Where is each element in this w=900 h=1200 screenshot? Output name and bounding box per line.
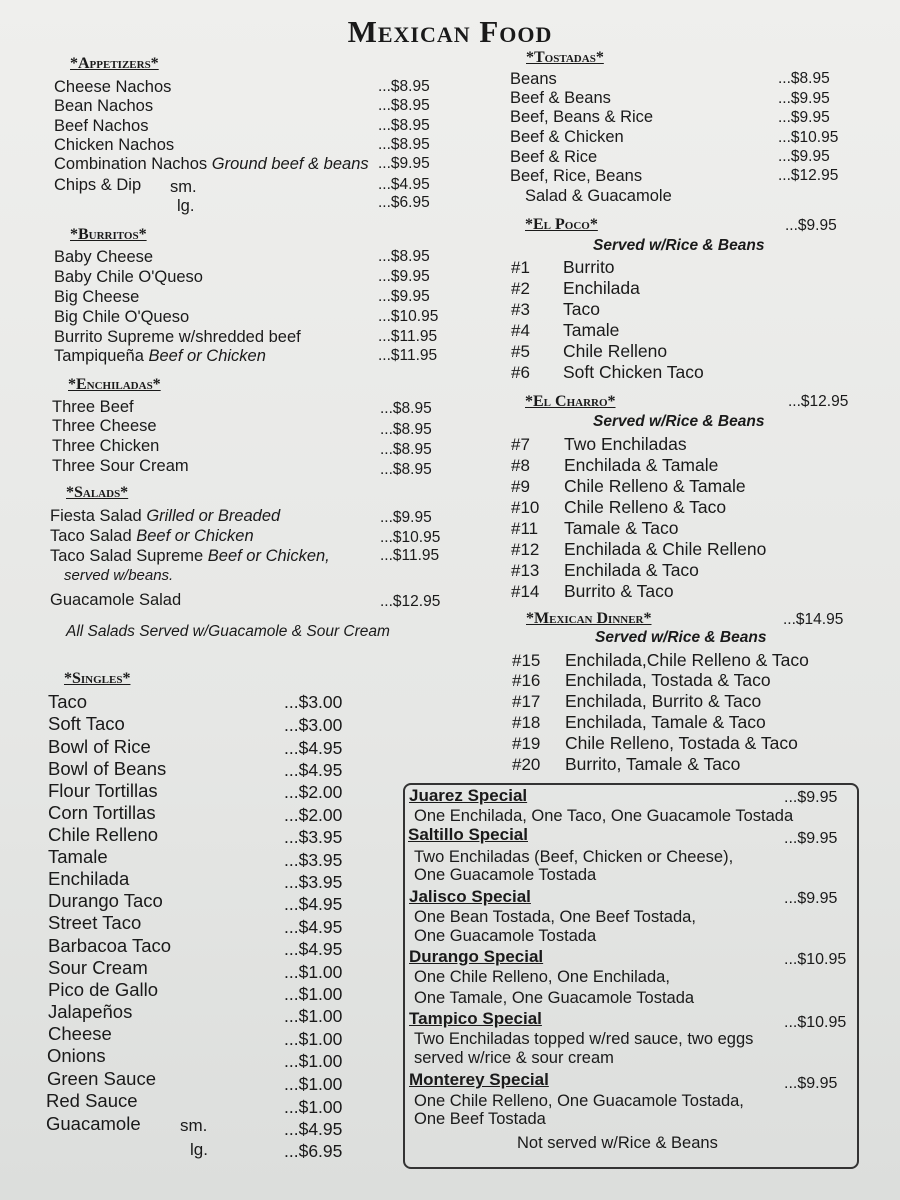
el-charro-price: ...$12.95 <box>788 393 849 410</box>
special-name: Tampico Special <box>409 1009 542 1028</box>
combo-number: #9 <box>511 477 530 496</box>
menu-item-name: Cheese Nachos <box>54 78 172 96</box>
combo-number: #7 <box>511 435 530 454</box>
menu-item-price: ...$9.95 <box>778 148 830 165</box>
menu-item-name: Beef, Rice, Beans <box>510 167 643 185</box>
combo-name: Chile Relleno & Tamale <box>564 476 746 496</box>
special-price: ...$9.95 <box>784 890 838 907</box>
menu-item-name-text: Combination Nachos <box>54 155 208 173</box>
menu-item-name-text: Tampiqueña <box>54 347 144 365</box>
burritos-header: *Burritos* <box>70 226 147 243</box>
combo-number: #1 <box>511 258 530 277</box>
menu-item-price: ...$12.95 <box>380 593 441 610</box>
menu-item-price: ...$6.95 <box>378 194 430 211</box>
menu-item-price: ...$3.95 <box>284 872 343 892</box>
menu-item-price: ...$4.95 <box>284 738 343 758</box>
menu-item-name: Onions <box>47 1045 106 1066</box>
special-name: Jalisco Special <box>409 887 531 906</box>
menu-item-price: ...$4.95 <box>378 176 430 193</box>
special-name: Juarez Special <box>409 786 528 805</box>
menu-item-price: ...$8.95 <box>378 78 430 95</box>
combo-name: Chile Relleno <box>563 341 668 361</box>
menu-item-name: Beef & Beans <box>510 89 611 107</box>
menu-item-name: Sour Cream <box>48 957 148 978</box>
menu-item-name: Three Cheese <box>52 417 157 435</box>
salads-header: *Salads* <box>66 484 129 501</box>
combo-name: Burrito, Tamale & Taco <box>565 754 741 774</box>
special-desc: One Chile Relleno, One Guacamole Tostada, <box>414 1092 744 1110</box>
menu-item-name: Beans <box>510 70 557 88</box>
menu-item-name: Big Cheese <box>54 288 140 306</box>
menu-item-name: Three Chicken <box>52 437 160 455</box>
menu-item-desc: Beef or Chicken <box>136 527 254 545</box>
menu-item-name: Street Taco <box>48 912 142 933</box>
menu-item-name <box>50 526 254 546</box>
mexican-dinner-header: *Mexican Dinner* <box>526 610 652 627</box>
menu-item-name: Taco <box>48 691 88 712</box>
menu-item-name: Tamale <box>48 846 108 867</box>
menu-item-name: Corn Tortillas <box>48 802 156 823</box>
menu-item-price: ...$1.00 <box>284 962 343 982</box>
combo-number: #18 <box>512 713 541 732</box>
menu-item-name: Bean Nachos <box>54 97 154 115</box>
menu-item-price: ...$8.95 <box>378 136 430 153</box>
combo-name: Two Enchiladas <box>564 434 687 454</box>
menu-item-name: Red Sauce <box>46 1090 138 1111</box>
menu-item-price: ...$8.95 <box>380 421 432 438</box>
menu-item-price: ...$9.95 <box>778 109 830 126</box>
menu-item-name: Guacamole <box>46 1113 141 1134</box>
special-desc: One Enchilada, One Taco, One Guacamole Tostada <box>414 807 794 825</box>
menu-item-name: Chile Relleno <box>48 824 159 845</box>
menu-item-size: sm. <box>170 178 197 196</box>
combo-number: #20 <box>512 755 541 774</box>
el-poco-price: ...$9.95 <box>785 217 837 234</box>
menu-item-name: Pico de Gallo <box>48 979 159 1000</box>
menu-item-price: ...$8.95 <box>778 70 830 87</box>
menu-item-name-text: Taco Salad Supreme <box>50 547 204 565</box>
combo-name: Enchilada, Tamale & Taco <box>565 712 766 732</box>
combo-number: #8 <box>511 456 530 475</box>
combo-name: Enchilada & Chile Relleno <box>564 539 767 559</box>
tostadas-extra: Salad & Guacamole <box>525 187 672 205</box>
menu-item-price: ...$3.00 <box>284 692 343 712</box>
combo-number: #2 <box>511 279 530 298</box>
menu-item-price: ...$9.95 <box>378 288 430 305</box>
combo-number: #15 <box>512 651 541 670</box>
combo-number: #4 <box>511 321 530 340</box>
combo-number: #17 <box>512 692 541 711</box>
combo-name: Chile Relleno, Tostada & Taco <box>565 733 798 753</box>
combo-name: Soft Chicken Taco <box>563 362 704 382</box>
menu-item-price: ...$1.00 <box>284 1006 343 1026</box>
special-name: Monterey Special <box>409 1070 549 1089</box>
menu-item-price: ...$4.95 <box>284 760 343 780</box>
menu-item-price: ...$4.95 <box>284 1119 343 1139</box>
menu-item-price: ...$6.95 <box>284 1141 343 1161</box>
combo-name: Burrito & Taco <box>564 581 674 601</box>
el-charro-subtitle: Served w/Rice & Beans <box>593 413 765 430</box>
special-desc: One Chile Relleno, One Enchilada, <box>414 968 670 986</box>
special-desc: Two Enchiladas topped w/red sauce, two eggs <box>414 1030 754 1048</box>
menu-item-name <box>54 154 369 174</box>
menu-item-name: Flour Tortillas <box>48 780 158 801</box>
menu-item-price: ...$11.95 <box>380 547 440 564</box>
menu-item-price: ...$2.00 <box>284 782 343 802</box>
menu-item-price: ...$9.95 <box>778 90 830 107</box>
menu-item-price: ...$8.95 <box>380 461 432 478</box>
special-price: ...$9.95 <box>784 1075 838 1092</box>
menu-item-name-text: Fiesta Salad <box>50 507 142 525</box>
menu-item-price: ...$8.95 <box>378 117 430 134</box>
menu-item-price: ...$1.00 <box>284 1074 343 1094</box>
combo-name: Enchilada,Chile Relleno & Taco <box>565 650 809 670</box>
combo-name: Tamale <box>563 320 620 340</box>
combo-number: #11 <box>511 519 539 538</box>
combo-number: #10 <box>511 498 540 517</box>
combo-name: Tamale & Taco <box>564 518 679 538</box>
menu-item-name: Big Chile O'Queso <box>54 308 190 326</box>
menu-item-price: ...$8.95 <box>378 248 430 265</box>
menu-item-price: ...$11.95 <box>378 347 438 364</box>
el-poco-subtitle: Served w/Rice & Beans <box>593 237 765 254</box>
menu-item-price: ...$8.95 <box>378 97 430 114</box>
combo-name: Enchilada & Taco <box>564 560 699 580</box>
combo-name: Taco <box>563 299 600 319</box>
combo-number: #12 <box>511 540 540 559</box>
menu-item-desc-text: served w/beans. <box>64 567 174 584</box>
special-price: ...$10.95 <box>784 1014 847 1031</box>
menu-item-name: Soft Taco <box>48 713 125 734</box>
menu-item-name: Baby Cheese <box>54 248 154 266</box>
menu-item-name <box>50 506 280 526</box>
special-price: ...$9.95 <box>784 830 838 847</box>
menu-item-price: ...$3.95 <box>284 850 343 870</box>
special-name: Durango Special <box>409 947 544 966</box>
menu-item-name: Chicken Nachos <box>54 136 175 154</box>
combo-number: #19 <box>512 734 541 753</box>
menu-item-name: Baby Chile O'Queso <box>54 268 203 286</box>
menu-item-desc <box>64 566 173 586</box>
combo-number: #16 <box>512 671 541 690</box>
menu-item-name: Bowl of Beans <box>48 758 167 779</box>
menu-item-size: lg. <box>190 1140 208 1159</box>
menu-item-price: ...$11.95 <box>378 328 438 345</box>
menu-item-price: ...$4.95 <box>284 894 343 914</box>
menu-title: Mexican Food <box>347 14 553 49</box>
el-charro-header: *El Charro* <box>525 393 616 410</box>
menu-item-name: Burrito Supreme w/shredded beef <box>54 328 301 346</box>
menu-item-name: Enchilada <box>48 868 130 889</box>
menu-item-price: ...$4.95 <box>284 917 343 937</box>
combo-number: #13 <box>511 561 540 580</box>
combo-number: #14 <box>511 582 540 601</box>
combo-name: Enchilada, Tostada & Taco <box>565 670 771 690</box>
menu-item-name: Jalapeños <box>48 1001 133 1022</box>
menu-item-name: Bowl of Rice <box>48 736 151 757</box>
combo-name: Enchilada & Tamale <box>564 455 719 475</box>
menu-item-price: ...$1.00 <box>284 1097 343 1117</box>
menu-item-desc: Ground beef & beans <box>211 155 369 173</box>
mexican-dinner-subtitle: Served w/Rice & Beans <box>595 629 767 646</box>
combo-number: #5 <box>511 342 530 361</box>
special-desc: One Bean Tostada, One Beef Tostada, <box>414 908 696 926</box>
combo-name: Chile Relleno & Taco <box>564 497 727 517</box>
menu-item-size: sm. <box>180 1116 208 1135</box>
menu-item-price: ...$9.95 <box>378 268 430 285</box>
menu-item-size: lg. <box>177 197 195 215</box>
combo-name: Burrito <box>563 257 615 277</box>
menu-item-name: Guacamole Salad <box>50 591 182 609</box>
menu-item-name: Durango Taco <box>48 890 163 911</box>
combo-name: Enchilada <box>563 278 640 298</box>
menu-item-price: ...$8.95 <box>380 400 432 417</box>
special-desc: One Tamale, One Guacamole Tostada <box>414 989 695 1007</box>
specials-footer: Not served w/Rice & Beans <box>517 1134 718 1152</box>
menu-item-name: Cheese <box>48 1023 112 1044</box>
menu-item-name: Beef Nachos <box>54 117 149 135</box>
salads-note: All Salads Served w/Guacamole & Sour Cream <box>66 623 390 640</box>
combo-name: Enchilada, Burrito & Taco <box>565 691 762 711</box>
special-desc: Two Enchiladas (Beef, Chicken or Cheese), <box>414 848 734 866</box>
menu-item-price: ...$4.95 <box>284 939 343 959</box>
special-name: Saltillo Special <box>408 825 528 844</box>
menu-item-name <box>50 546 330 566</box>
menu-item-name: Barbacoa Taco <box>48 935 172 956</box>
tostadas-header: *Tostadas* <box>526 49 604 66</box>
special-desc: One Guacamole Tostada <box>414 927 597 945</box>
mexican-dinner-price: ...$14.95 <box>783 611 844 628</box>
menu-item-price: ...$3.95 <box>284 827 343 847</box>
menu-item-price: ...$8.95 <box>380 441 432 458</box>
enchiladas-header: *Enchiladas* <box>68 376 161 393</box>
menu-item-name: Three Beef <box>52 398 134 416</box>
special-desc: One Guacamole Tostada <box>414 866 597 884</box>
menu-item-price: ...$3.00 <box>284 715 343 735</box>
menu-item-name: Three Sour Cream <box>52 457 189 475</box>
menu-item-name: Chips & Dip <box>54 176 142 194</box>
menu-item-price: ...$12.95 <box>778 167 839 184</box>
special-desc: One Beef Tostada <box>414 1110 546 1128</box>
menu-item-price: ...$9.95 <box>378 155 430 172</box>
menu-item-price: ...$1.00 <box>284 984 343 1004</box>
menu-item-name: Beef, Beans & Rice <box>510 108 654 126</box>
menu-item-name-text: Taco Salad <box>50 527 132 545</box>
menu-item-price: ...$2.00 <box>284 805 343 825</box>
menu-item-name <box>54 346 266 366</box>
menu-item-desc: Beef or Chicken <box>148 347 266 365</box>
el-poco-header: *El Poco* <box>525 216 598 233</box>
appetizers-header: *Appetizers* <box>70 55 159 72</box>
menu-item-price: ...$10.95 <box>378 308 439 325</box>
menu-item-price: ...$1.00 <box>284 1051 343 1071</box>
menu-item-price: ...$10.95 <box>778 129 839 146</box>
menu-item-name: Beef & Rice <box>510 148 598 166</box>
special-desc: served w/rice & sour cream <box>414 1049 614 1067</box>
menu-item-price: ...$9.95 <box>380 509 432 526</box>
menu-item-name: Beef & Chicken <box>510 128 624 146</box>
menu-item-desc: Beef or Chicken, <box>207 547 330 565</box>
menu-item-price: ...$1.00 <box>284 1029 343 1049</box>
menu-item-name: Green Sauce <box>47 1068 157 1089</box>
special-price: ...$10.95 <box>784 951 847 968</box>
combo-number: #3 <box>511 300 530 319</box>
menu-item-price: ...$10.95 <box>380 529 441 546</box>
special-price: ...$9.95 <box>784 789 838 806</box>
menu-item-desc: Grilled or Breaded <box>146 507 281 525</box>
combo-number: #6 <box>511 363 530 382</box>
singles-header: *Singles* <box>64 670 131 687</box>
